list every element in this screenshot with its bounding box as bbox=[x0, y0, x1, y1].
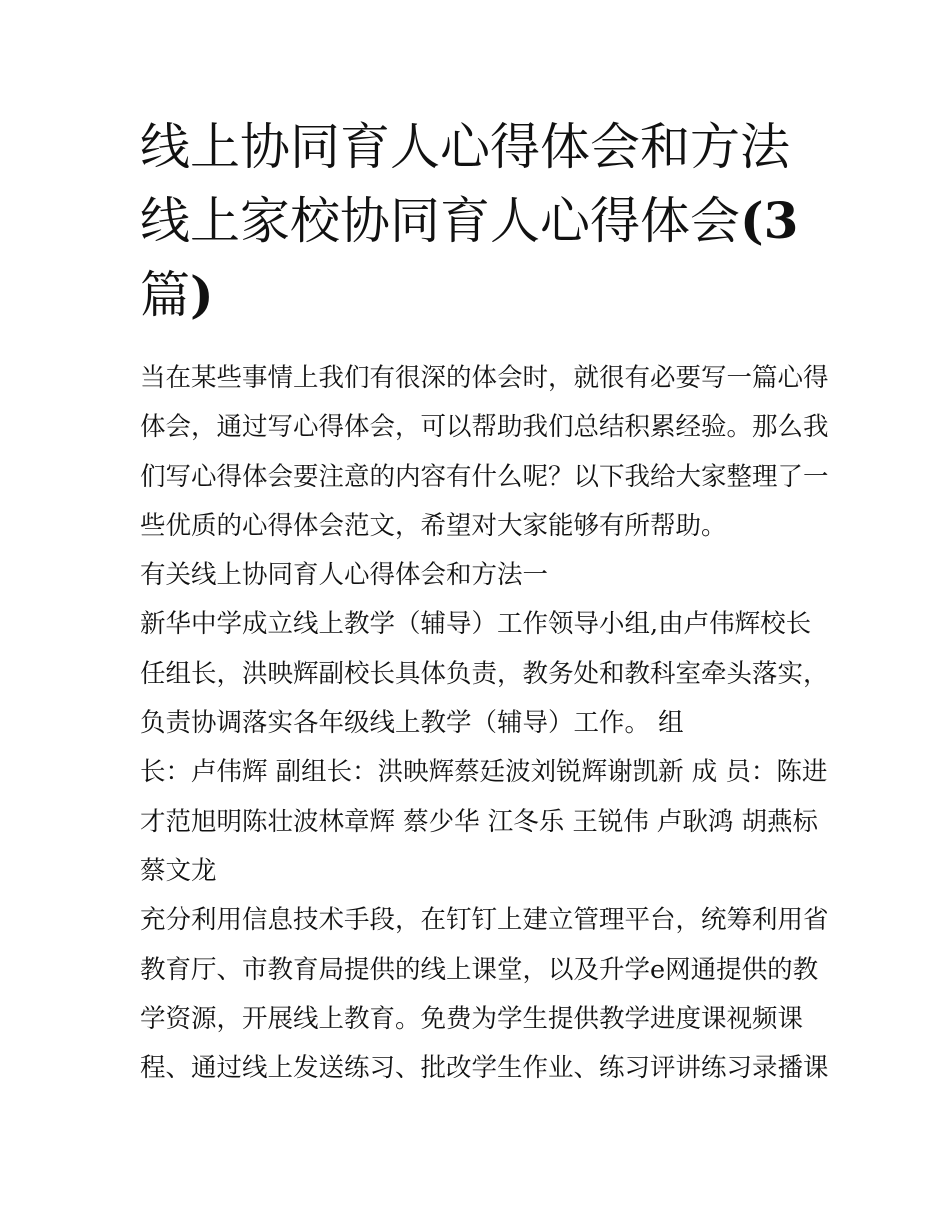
body-line: 新华中学成立线上教学（辅导）工作领导小组,由卢伟辉校长 bbox=[140, 609, 812, 640]
body-line: 长：卢伟辉 副组长：洪映辉蔡廷波刘锐辉谢凯新 成 员：陈进 bbox=[140, 757, 828, 788]
body-line: 任组长，洪映辉副校长具体负责，教务处和教科室牵头落实， bbox=[140, 658, 829, 689]
title-line-3-paren: ) bbox=[190, 265, 214, 324]
body-line: 负责协调落实各年级线上教学（辅导）工作。 组 bbox=[140, 708, 684, 739]
document-body bbox=[140, 354, 829, 1093]
title-line-3 bbox=[140, 258, 810, 332]
body-line: 充分利用信息技术手段，在钉钉上建立管理平台，统筹利用省 bbox=[140, 905, 829, 936]
body-line: 教育厅、市教育局提供的线上课堂，以及升学e网通提供的教 bbox=[140, 954, 819, 985]
title-line-2 bbox=[140, 184, 810, 258]
title-line-1: 线上协同育人心得体会和方法 bbox=[140, 118, 790, 176]
title-line-2-text: 线上家校协同育人心得体会 bbox=[140, 192, 740, 250]
body-line: 蔡文龙 bbox=[140, 855, 217, 886]
body-line: 程、通过线上发送练习、批改学生作业、练习评讲练习录播课 bbox=[140, 1053, 829, 1084]
section-heading: 有关线上协同育人心得体会和方法一 bbox=[140, 560, 549, 591]
body-line: 体会，通过写心得体会，可以帮助我们总结积累经验。那么我 bbox=[140, 412, 829, 443]
body-line: 才范旭明陈壮波林章辉 蔡少华 江冬乐 王锐伟 卢耿鸿 胡燕标 bbox=[140, 806, 819, 837]
title-line-3-text: 篇 bbox=[140, 266, 190, 324]
body-line: 些优质的心得体会范文，希望对大家能够有所帮助。 bbox=[140, 510, 727, 541]
document-title bbox=[140, 110, 810, 332]
body-line: 当在某些事情上我们有很深的体会时，就很有必要写一篇心得 bbox=[140, 363, 829, 393]
title-line-2-count: (3 bbox=[740, 191, 799, 250]
body-line: 们写心得体会要注意的内容有什么呢？以下我给大家整理了一 bbox=[140, 461, 829, 492]
body-line: 学资源，开展线上教育。免费为学生提供教学进度课视频课 bbox=[140, 1003, 804, 1034]
